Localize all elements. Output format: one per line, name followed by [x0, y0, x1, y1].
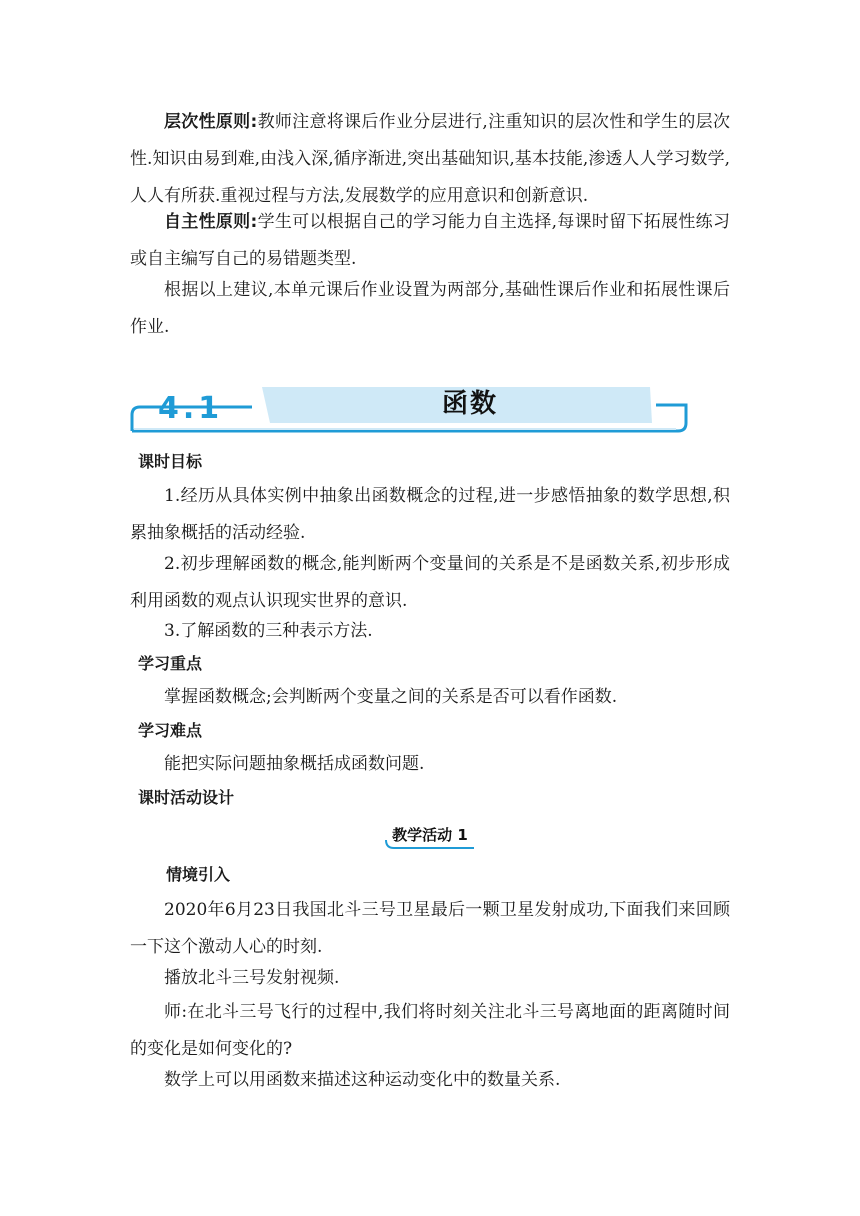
- design-heading: 课时活动设计: [138, 788, 235, 807]
- difficulties-text: 能把实际问题抽象概括成函数问题.: [164, 754, 425, 774]
- activity-tag: [384, 822, 476, 850]
- principle-layered: [130, 104, 730, 215]
- goal-item-3: 3.了解函数的三种表示方法.: [164, 621, 373, 641]
- goal-item-2: 2.初步理解函数的概念,能判断两个变量间的关系是不是函数关系,初步形成利用函数的观点认识现实世界的意识.: [130, 554, 730, 611]
- principle-autonomy-lead: 自主性原则:: [164, 212, 258, 232]
- section-banner: [130, 383, 692, 435]
- homework-summary: 根据以上建议,本单元课后作业设置为两部分,基础性课后作业和拓展性课后作业.: [130, 280, 730, 337]
- activity-underline: [384, 822, 476, 850]
- principle-autonomy: [130, 204, 730, 278]
- principle-layered-text: 教师注意将课后作业分层进行,注重知识的层次性和学生的层次性.知识由易到难,由浅入深,循序渐进,突出基础知识,基本技能,渗透人人学习数学,人人有所获.重视过程与方法,发展数学的应用意识和创新意识.: [130, 112, 730, 206]
- activity-label: 教学活动 1: [392, 826, 468, 844]
- goals-heading: 课时目标: [138, 452, 203, 471]
- principle-layered-lead: 层次性原则:: [164, 112, 258, 132]
- scenario-paragraph-1: 2020年6月23日我国北斗三号卫星最后一颗卫星发射成功,下面我们来回顾一下这个激动人心的时刻.: [130, 900, 730, 957]
- principle-autonomy-text: 学生可以根据自己的学习能力自主选择,每课时留下拓展性练习或自主编写自己的易错题类型.: [130, 212, 730, 269]
- scenario-paragraph-4: 数学上可以用函数来描述这种运动变化中的数量关系.: [164, 1070, 561, 1090]
- difficulties-heading: 学习难点: [138, 721, 203, 740]
- scenario-paragraph-3: 师:在北斗三号飞行的过程中,我们将时刻关注北斗三号离地面的距离随时间的变化是如何变化的?: [130, 1002, 730, 1059]
- section-number: 4.1: [158, 391, 224, 426]
- key-points-text: 掌握函数概念;会判断两个变量之间的关系是否可以看作函数.: [164, 687, 618, 707]
- section-title: 函数: [441, 389, 498, 419]
- key-points-heading: 学习重点: [138, 654, 203, 673]
- goal-item-1: 1.经历从具体实例中抽象出函数概念的过程,进一步感悟抽象的数学思想,积累抽象概括的活动经验.: [130, 486, 730, 543]
- scenario-heading: 情境引入: [166, 865, 231, 884]
- scenario-paragraph-2: 播放北斗三号发射视频.: [164, 968, 340, 988]
